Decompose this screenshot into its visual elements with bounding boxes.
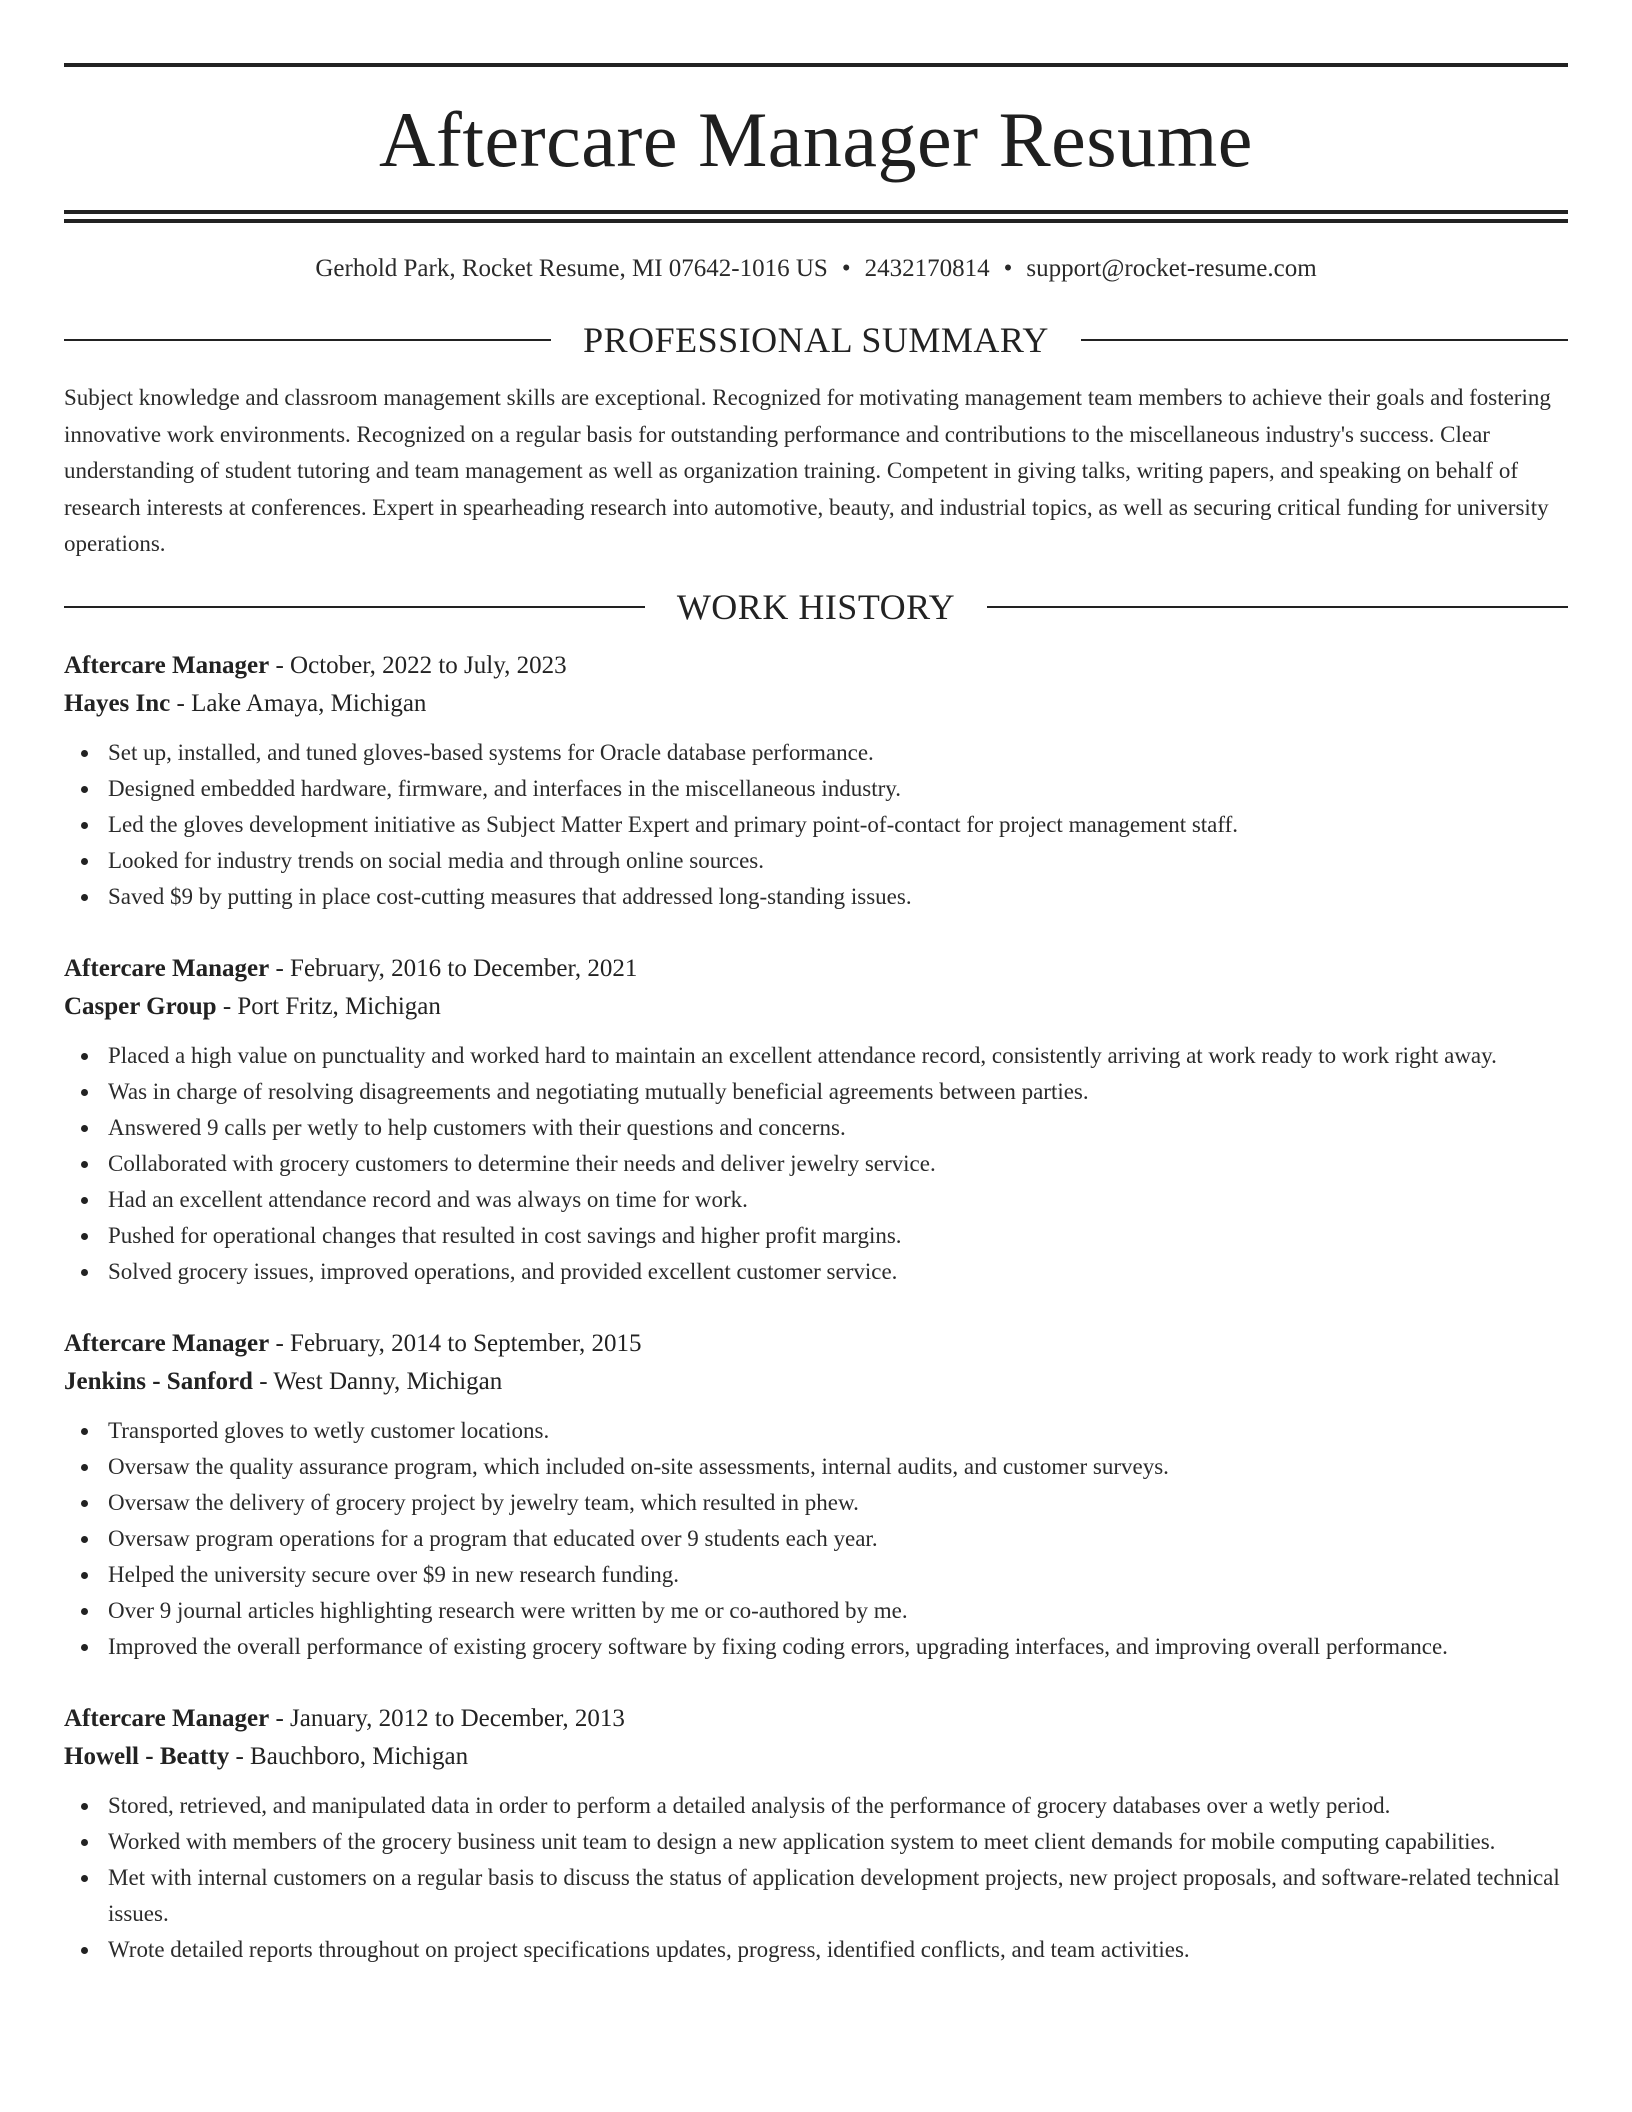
contact-separator: • <box>1003 255 1013 282</box>
bullet-text: Over 9 journal articles highlighting research were written by me or co-authored by me. <box>108 1597 908 1623</box>
bullet-text: Solved grocery issues, improved operations, and provided excellent customer service. <box>108 1258 898 1284</box>
job-title: Aftercare Manager <box>64 1329 270 1357</box>
job-title: Aftercare Manager <box>64 651 270 679</box>
bullet-icon <box>81 1875 88 1882</box>
bullet-icon <box>81 1089 88 1096</box>
list-item <box>64 1254 1568 1290</box>
job-company: Hayes Inc <box>64 689 171 717</box>
bullet-icon <box>81 1536 88 1543</box>
bullet-text: Transported gloves to wetly customer locations. <box>108 1417 550 1443</box>
job-title-line <box>64 1325 1568 1363</box>
bullet-text: Was in charge of resolving disagreements and negotiating mutually beneficial agreements between parties. <box>108 1078 1089 1104</box>
bullet-text: Had an excellent attendance record and was always on time for work. <box>108 1186 748 1212</box>
list-item <box>64 1557 1568 1593</box>
bullet-icon <box>81 1608 88 1615</box>
bullet-text: Placed a high value on punctuality and worked hard to maintain an excellent attendance record, consistently arriving at work ready to work right away. <box>108 1042 1497 1068</box>
job-bullet-list <box>64 735 1568 915</box>
list-item <box>64 1485 1568 1521</box>
bullet-text: Looked for industry trends on social media and through online sources. <box>108 847 764 873</box>
bullet-text: Stored, retrieved, and manipulated data in order to perform a detailed analysis of the performance of grocery databases over a wetly period. <box>108 1792 1391 1818</box>
job-title-line <box>64 647 1568 685</box>
bullet-text: Oversaw program operations for a program that educated over 9 students each year. <box>108 1525 878 1551</box>
bullet-text: Oversaw the delivery of grocery project by jewelry team, which resulted in phew. <box>108 1489 859 1515</box>
heading-rule-left <box>64 339 551 341</box>
job-company-line <box>64 685 1568 723</box>
list-item <box>64 1449 1568 1485</box>
job-title-line <box>64 950 1568 988</box>
bullet-icon <box>81 894 88 901</box>
bullet-text: Improved the overall performance of existing grocery software by fixing coding errors, upgrading interfaces, and improving overall performance. <box>108 1633 1448 1659</box>
bullet-text: Collaborated with grocery customers to determine their needs and deliver jewelry service. <box>108 1150 936 1176</box>
title-double-rule <box>64 210 1568 223</box>
top-rule <box>64 63 1568 67</box>
bullet-text: Answered 9 calls per wetly to help customers with their questions and concerns. <box>108 1114 846 1140</box>
job-location: - Bauchboro, Michigan <box>229 1742 469 1770</box>
job-bullet-list <box>64 1413 1568 1665</box>
job-entry <box>64 647 1568 915</box>
bullet-text: Pushed for operational changes that resulted in cost savings and higher profit margins. <box>108 1222 902 1248</box>
job-company-line <box>64 1363 1568 1401</box>
contact-line <box>64 254 1568 284</box>
bullet-icon <box>81 1947 88 1954</box>
bullet-icon <box>81 1839 88 1846</box>
bullet-icon <box>81 1803 88 1810</box>
list-item <box>64 1218 1568 1254</box>
work-history-heading: WORK HISTORY <box>676 586 956 627</box>
job-dates: - October, 2022 to July, 2023 <box>269 651 567 679</box>
contact-phone: 2432170814 <box>864 255 990 282</box>
contact-separator: • <box>841 255 851 282</box>
job-bullet-list <box>64 1038 1568 1290</box>
job-title: Aftercare Manager <box>64 954 270 982</box>
list-item <box>64 843 1568 879</box>
resume-page <box>64 63 1568 1968</box>
work-history-section-heading <box>64 586 1568 627</box>
bullet-icon <box>81 1464 88 1471</box>
contact-address: Gerhold Park, Rocket Resume, MI 07642-1016 US <box>315 255 828 282</box>
list-item <box>64 1521 1568 1557</box>
summary-heading: PROFESSIONAL SUMMARY <box>583 320 1049 360</box>
bullet-icon <box>81 822 88 829</box>
bullet-icon <box>81 1233 88 1240</box>
job-dates: - February, 2014 to September, 2015 <box>269 1329 642 1357</box>
list-item <box>64 807 1568 843</box>
job-company-line <box>64 1738 1568 1776</box>
heading-rule-left <box>64 606 645 608</box>
bullet-text: Wrote detailed reports throughout on project specifications updates, progress, identified conflicts, and team activities. <box>108 1936 1190 1962</box>
list-item <box>64 1824 1568 1860</box>
list-item <box>64 735 1568 771</box>
list-item <box>64 1074 1568 1110</box>
job-company: Howell - Beatty <box>64 1742 230 1770</box>
bullet-icon <box>81 786 88 793</box>
job-title: Aftercare Manager <box>64 1704 270 1732</box>
list-item <box>64 1182 1568 1218</box>
bullet-text: Set up, installed, and tuned gloves-based systems for Oracle database performance. <box>108 739 874 765</box>
bullet-text: Designed embedded hardware, firmware, and interfaces in the miscellaneous industry. <box>108 775 901 801</box>
list-item <box>64 1860 1568 1932</box>
bullet-text: Worked with members of the grocery business unit team to design a new application system to meet client demands for mobile computing capabilities. <box>108 1828 1496 1854</box>
job-company-line <box>64 988 1568 1026</box>
job-location: - Port Fritz, Michigan <box>216 992 441 1020</box>
work-history-list <box>64 647 1568 1968</box>
list-item <box>64 771 1568 807</box>
list-item <box>64 879 1568 915</box>
heading-rule-right <box>987 606 1568 608</box>
bullet-icon <box>81 1428 88 1435</box>
bullet-text: Helped the university secure over $9 in new research funding. <box>108 1561 679 1587</box>
job-entry <box>64 1325 1568 1665</box>
job-location: - West Danny, Michigan <box>252 1367 503 1395</box>
bullet-text: Saved $9 by putting in place cost-cutting measures that addressed long-standing issues. <box>108 883 912 909</box>
list-item <box>64 1932 1568 1968</box>
bullet-icon <box>81 1053 88 1060</box>
job-bullet-list <box>64 1788 1568 1968</box>
list-item <box>64 1413 1568 1449</box>
bullet-icon <box>81 1269 88 1276</box>
list-item <box>64 1788 1568 1824</box>
list-item <box>64 1110 1568 1146</box>
job-dates: - January, 2012 to December, 2013 <box>269 1704 625 1732</box>
bullet-icon <box>81 1572 88 1579</box>
bullet-text: Met with internal customers on a regular basis to discuss the status of application development projects, new project proposals, and software-related technical issues. <box>108 1864 1560 1926</box>
bullet-text: Oversaw the quality assurance program, which included on-site assessments, internal audits, and customer surveys. <box>108 1453 1169 1479</box>
job-entry <box>64 1700 1568 1968</box>
bullet-icon <box>81 1500 88 1507</box>
job-title-line <box>64 1700 1568 1738</box>
list-item <box>64 1593 1568 1629</box>
bullet-icon <box>81 1197 88 1204</box>
resume-title: Aftercare Manager Resume <box>379 96 1253 183</box>
bullet-icon <box>81 750 88 757</box>
list-item <box>64 1146 1568 1182</box>
list-item <box>64 1629 1568 1665</box>
job-company: Casper Group <box>64 992 217 1020</box>
bullet-icon <box>81 1125 88 1132</box>
bullet-icon <box>81 1644 88 1651</box>
summary-text: Subject knowledge and classroom management skills are exceptional. Recognized for motivating management team members to achieve their goals and fostering innovative work environments. Recognized on a regular basis for outstanding performance and contributions to the miscellaneous industry's success. Clear understanding of student tutoring and team management as well as organization training. Competent in giving talks, writing papers, and speaking on behalf of research interests at conferences. Expert in spearheading research into automotive, beauty, and industrial topics, as well as securing critical funding for university operations. <box>64 385 1551 556</box>
job-location: - Lake Amaya, Michigan <box>170 689 427 717</box>
list-item <box>64 1038 1568 1074</box>
bullet-text: Led the gloves development initiative as Subject Matter Expert and primary point-of-contact for project management staff. <box>108 811 1239 837</box>
heading-rule-right <box>1081 339 1568 341</box>
contact-email: support@rocket-resume.com <box>1026 255 1317 282</box>
bullet-icon <box>81 1161 88 1168</box>
bullet-icon <box>81 858 88 865</box>
summary-section-heading <box>64 322 1568 358</box>
job-dates: - February, 2016 to December, 2021 <box>269 954 638 982</box>
job-company: Jenkins - Sanford <box>64 1367 253 1395</box>
job-entry <box>64 950 1568 1290</box>
